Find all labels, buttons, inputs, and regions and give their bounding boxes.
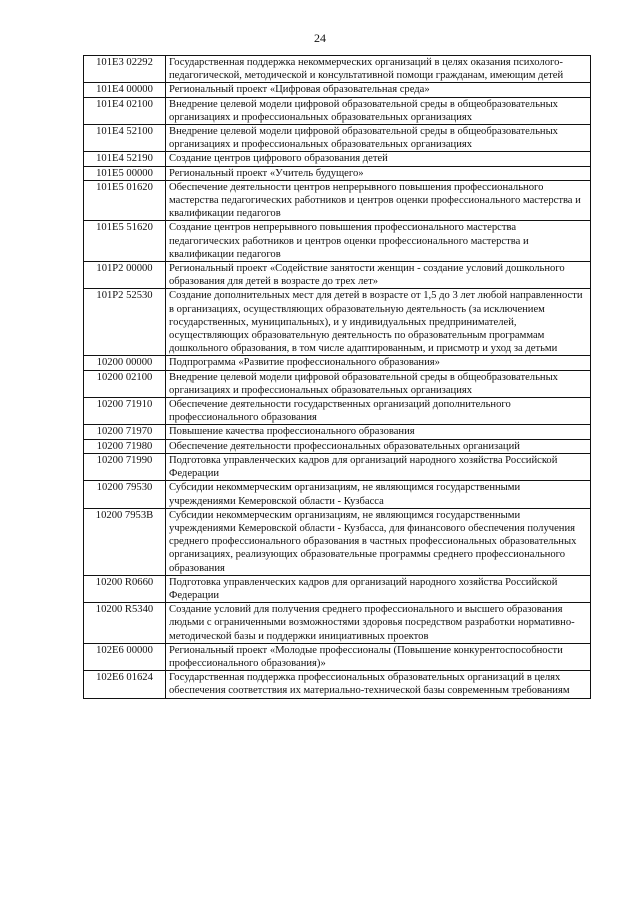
row-name-cell: Обеспечение деятельности профессиональных образовательных организаций: [166, 439, 591, 453]
row-code-cell: 101P2 52530: [84, 289, 166, 356]
table-row: [84, 83, 591, 97]
row-code-cell: 10200 71970: [84, 425, 166, 439]
table-row: [84, 643, 591, 670]
row-name-cell: Региональный проект «Содействие занятости женщин - создание условий дошкольного образования для детей в возрасте до трех лет»: [166, 262, 591, 289]
row-code-cell: 10200 71910: [84, 398, 166, 425]
row-name-cell: Субсидии некоммерческим организациям, не являющимся государственными учреждениями Кемеровской области - Кузбасса: [166, 481, 591, 508]
row-code-cell: 102E6 01624: [84, 671, 166, 698]
row-name-cell: Субсидии некоммерческим организациям, не являющимся государственными учреждениями Кемеровской области - Кузбасса, для финансового обеспечения получения среднего профессионального образования в частных профессиональных образовательных организациях, реализующих образовательные программы среднего профессионального образования: [166, 508, 591, 575]
row-name-cell: Внедрение целевой модели цифровой образовательной среды в общеобразовательных организациях и профессиональных образовательных организациях: [166, 125, 591, 152]
row-code-cell: 101E4 52190: [84, 152, 166, 166]
row-name-cell: Подпрограмма «Развитие профессионального образования»: [166, 356, 591, 370]
row-name-cell: Внедрение целевой модели цифровой образовательной среды в общеобразовательных организациях и профессиональных образовательных организациях: [166, 97, 591, 124]
table-row: [84, 356, 591, 370]
row-code-cell: 101E5 51620: [84, 221, 166, 262]
row-code-cell: 101E4 00000: [84, 83, 166, 97]
table-row: [84, 56, 591, 83]
row-code-cell: 10200 02100: [84, 370, 166, 397]
table-row: [84, 439, 591, 453]
row-code-cell: 10200 71990: [84, 453, 166, 480]
table-row: [84, 97, 591, 124]
table-row: [84, 289, 591, 356]
row-code-cell: 10200 79530: [84, 481, 166, 508]
table-row: [84, 262, 591, 289]
table-row: [84, 166, 591, 180]
table-row: [84, 575, 591, 602]
page-number: 24: [314, 31, 326, 45]
row-code-cell: 10200 00000: [84, 356, 166, 370]
row-code-cell: 10200 R5340: [84, 603, 166, 644]
table-row: [84, 221, 591, 262]
table-row: [84, 398, 591, 425]
row-code-cell: 10200 71980: [84, 439, 166, 453]
row-code-cell: 102E6 00000: [84, 643, 166, 670]
row-name-cell: Создание центров цифрового образования детей: [166, 152, 591, 166]
table-row: [84, 481, 591, 508]
table-row: [84, 180, 591, 221]
row-code-cell: 101E3 02292: [84, 56, 166, 83]
row-code-cell: 10200 R0660: [84, 575, 166, 602]
row-name-cell: Создание дополнительных мест для детей в возрасте от 1,5 до 3 лет любой направленности в организациях, осуществляющих образовательную деятельность (за исключением государственных, муниципальных), и у индивидуальных предпринимателей, осуществляющих образовательную деятельность по образовательным программам дошкольного образования, в том числе адаптированным, и присмотр и уход за детьми: [166, 289, 591, 356]
table-row: [84, 603, 591, 644]
row-name-cell: Создание центров непрерывного повышения профессионального мастерства педагогических работников и центров оценки профессионального мастерства и квалификации педагогов: [166, 221, 591, 262]
row-name-cell: Внедрение целевой модели цифровой образовательной среды в общеобразовательных организациях и профессиональных образовательных организациях: [166, 370, 591, 397]
table-row: [84, 453, 591, 480]
row-name-cell: Региональный проект «Цифровая образовательная среда»: [166, 83, 591, 97]
row-name-cell: Обеспечение деятельности центров непрерывного повышения профессионального мастерства педагогических работников и центров оценки профессионального мастерства и квалификации педагогов: [166, 180, 591, 221]
row-name-cell: Подготовка управленческих кадров для организаций народного хозяйства Российской Федерации: [166, 575, 591, 602]
row-name-cell: Создание условий для получения среднего профессионального и высшего образования людьми с ограниченными возможностями здоровья посредством разработки нормативно-методической базы и поддержки инициативных проектов: [166, 603, 591, 644]
table-row: [84, 152, 591, 166]
table-row: [84, 671, 591, 698]
row-code-cell: 101E5 01620: [84, 180, 166, 221]
table-row: [84, 508, 591, 575]
row-code-cell: 101P2 00000: [84, 262, 166, 289]
row-code-cell: 101E4 52100: [84, 125, 166, 152]
row-name-cell: Подготовка управленческих кадров для организаций народного хозяйства Российской Федерации: [166, 453, 591, 480]
table-row: [84, 370, 591, 397]
table-row: [84, 425, 591, 439]
row-name-cell: Повышение качества профессионального образования: [166, 425, 591, 439]
row-name-cell: Региональный проект «Учитель будущего»: [166, 166, 591, 180]
row-code-cell: 10200 7953B: [84, 508, 166, 575]
table-row: [84, 125, 591, 152]
row-name-cell: Обеспечение деятельности государственных организаций дополнительного профессионального образования: [166, 398, 591, 425]
row-name-cell: Государственная поддержка профессиональных образовательных организаций в целях обеспечения соответствия их материально-технической базы современным требованиям: [166, 671, 591, 698]
table-body: [84, 56, 591, 699]
row-name-cell: Региональный проект «Молодые профессионалы (Повышение конкурентоспособности профессионального образования)»: [166, 643, 591, 670]
row-name-cell: Государственная поддержка некоммерческих организаций в целях оказания психолого-педагогической, методической и консультативной помощи гражданам, имеющим детей: [166, 56, 591, 83]
row-code-cell: 101E4 02100: [84, 97, 166, 124]
budget-classification-table: [83, 55, 591, 699]
row-code-cell: 101E5 00000: [84, 166, 166, 180]
